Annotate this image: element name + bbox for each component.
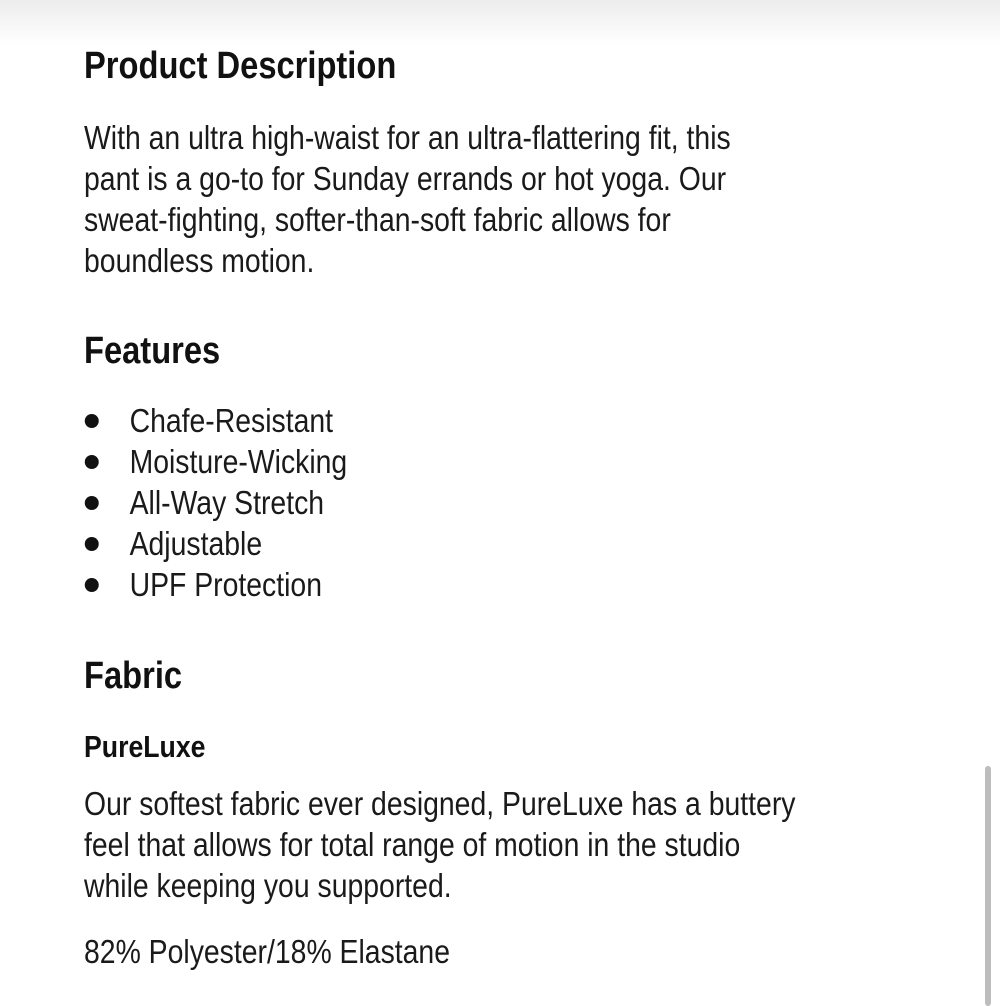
fabric-composition: 82% Polyester/18% Elastane xyxy=(84,933,451,970)
description-line: boundless motion. xyxy=(84,242,315,279)
fabric-heading: Fabric xyxy=(84,655,183,697)
features-heading: Features xyxy=(84,330,221,372)
bullet-icon xyxy=(85,496,99,510)
bullet-icon xyxy=(85,537,99,551)
vertical-scrollbar[interactable] xyxy=(985,766,991,1006)
description-line: With an ultra high-waist for an ultra-flattering fit, this xyxy=(84,119,731,156)
fabric-description-line: while keeping you supported. xyxy=(84,867,452,904)
description-line: sweat-fighting, softer-than-soft fabric allows for xyxy=(84,201,671,238)
bullet-icon xyxy=(85,578,99,592)
product-description-heading: Product Description xyxy=(84,45,397,87)
top-shadow xyxy=(0,0,1000,45)
fabric-description-line: feel that allows for total range of motion in the studio xyxy=(84,826,741,863)
bullet-icon xyxy=(85,414,99,428)
fabric-name: PureLuxe xyxy=(84,729,206,764)
bullet-icon xyxy=(85,455,99,469)
fabric-description-line: Our softest fabric ever designed, PureLuxe has a buttery xyxy=(84,785,796,822)
description-line: pant is a go-to for Sunday errands or hot yoga. Our xyxy=(84,160,727,197)
